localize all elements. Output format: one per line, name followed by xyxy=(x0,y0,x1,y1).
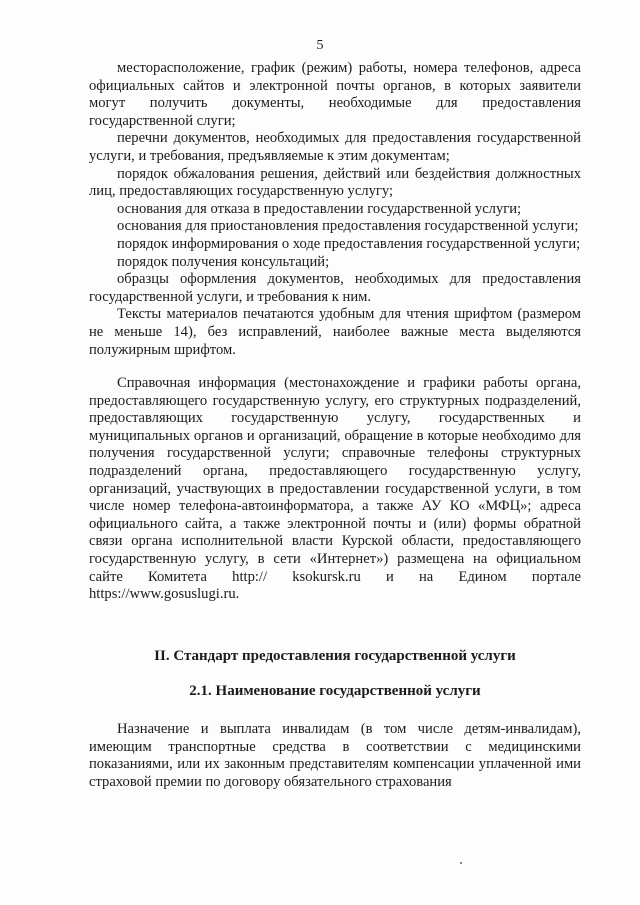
paragraph: порядок обжалования решения, действий или бездействия должностных лиц, предоставляющих государственную услугу; xyxy=(89,165,581,200)
paragraph: образцы оформления документов, необходимых для предоставления государственной услуги, и требования к ним. xyxy=(89,271,581,305)
scan-speck xyxy=(460,862,462,864)
paragraph: перечни документов, необходимых для предоставления государственной услуги, и требования, предъявляемые к этим документам; xyxy=(89,130,581,164)
paragraph: порядок получения консультаций; xyxy=(117,253,330,270)
paragraph: основания для отказа в предоставлении государственной услуги; xyxy=(117,200,522,217)
paragraph: Тексты материалов печатаются удобным для чтения шрифтом (размером не меньше 14), без исправлений, наиболее важные места выделяются полужирным шрифтом. xyxy=(89,306,581,358)
document-body xyxy=(89,60,581,791)
paragraph: порядок информирования о ходе предоставления государственной услуги; xyxy=(117,235,581,252)
paragraph: основания для приостановления предоставления государственной услуги; xyxy=(117,218,579,235)
paragraph: Назначение и выплата инвалидам (в том числе детям-инвалидам), имеющим транспортные средства в соответствии с медицинскими показаниями, или их законным представителям компенсации уплаченной ими страховой премии по договору обязательного страхования xyxy=(89,721,581,790)
paragraph: месторасположение, график (режим) работы, номера телефонов, адреса официальных сайтов и электронной почты органов, в которых заявители могут получить документы, необходимые для предоставления государственной слуги; xyxy=(89,60,581,129)
subsection-heading: 2.1. Наименование государственной услуги xyxy=(189,683,481,700)
reference-paragraph: Справочная информация (местонахождение и графики работы органа, предоставляющего государственную услугу, его структурных подразделений, предоставляющих государственную услугу, государственных и муниципальных органов и организаций, обращение в которые необходимо для получения государственной услуги; справочные телефоны структурных подразделений органа, предоставляющего государственную услугу, организаций, участвующих в предоставлении государственной услуги, в том числе номер телефона-автоинформатора, а также АУ КО «МФЦ»; адреса официального сайта, а также электронной почты и (или) формы обратной связи органа исполнительной власти Курской области, предоставляющего государственную услугу, в сети «Интернет») размещена на официальном сайте Комитета http:// ksokursk.ru и на Едином портале https://www.gosuslugi.ru. xyxy=(89,375,581,603)
page-number: 5 xyxy=(316,38,324,53)
section-heading: II. Стандарт предоставления государственной услуги xyxy=(154,647,516,664)
